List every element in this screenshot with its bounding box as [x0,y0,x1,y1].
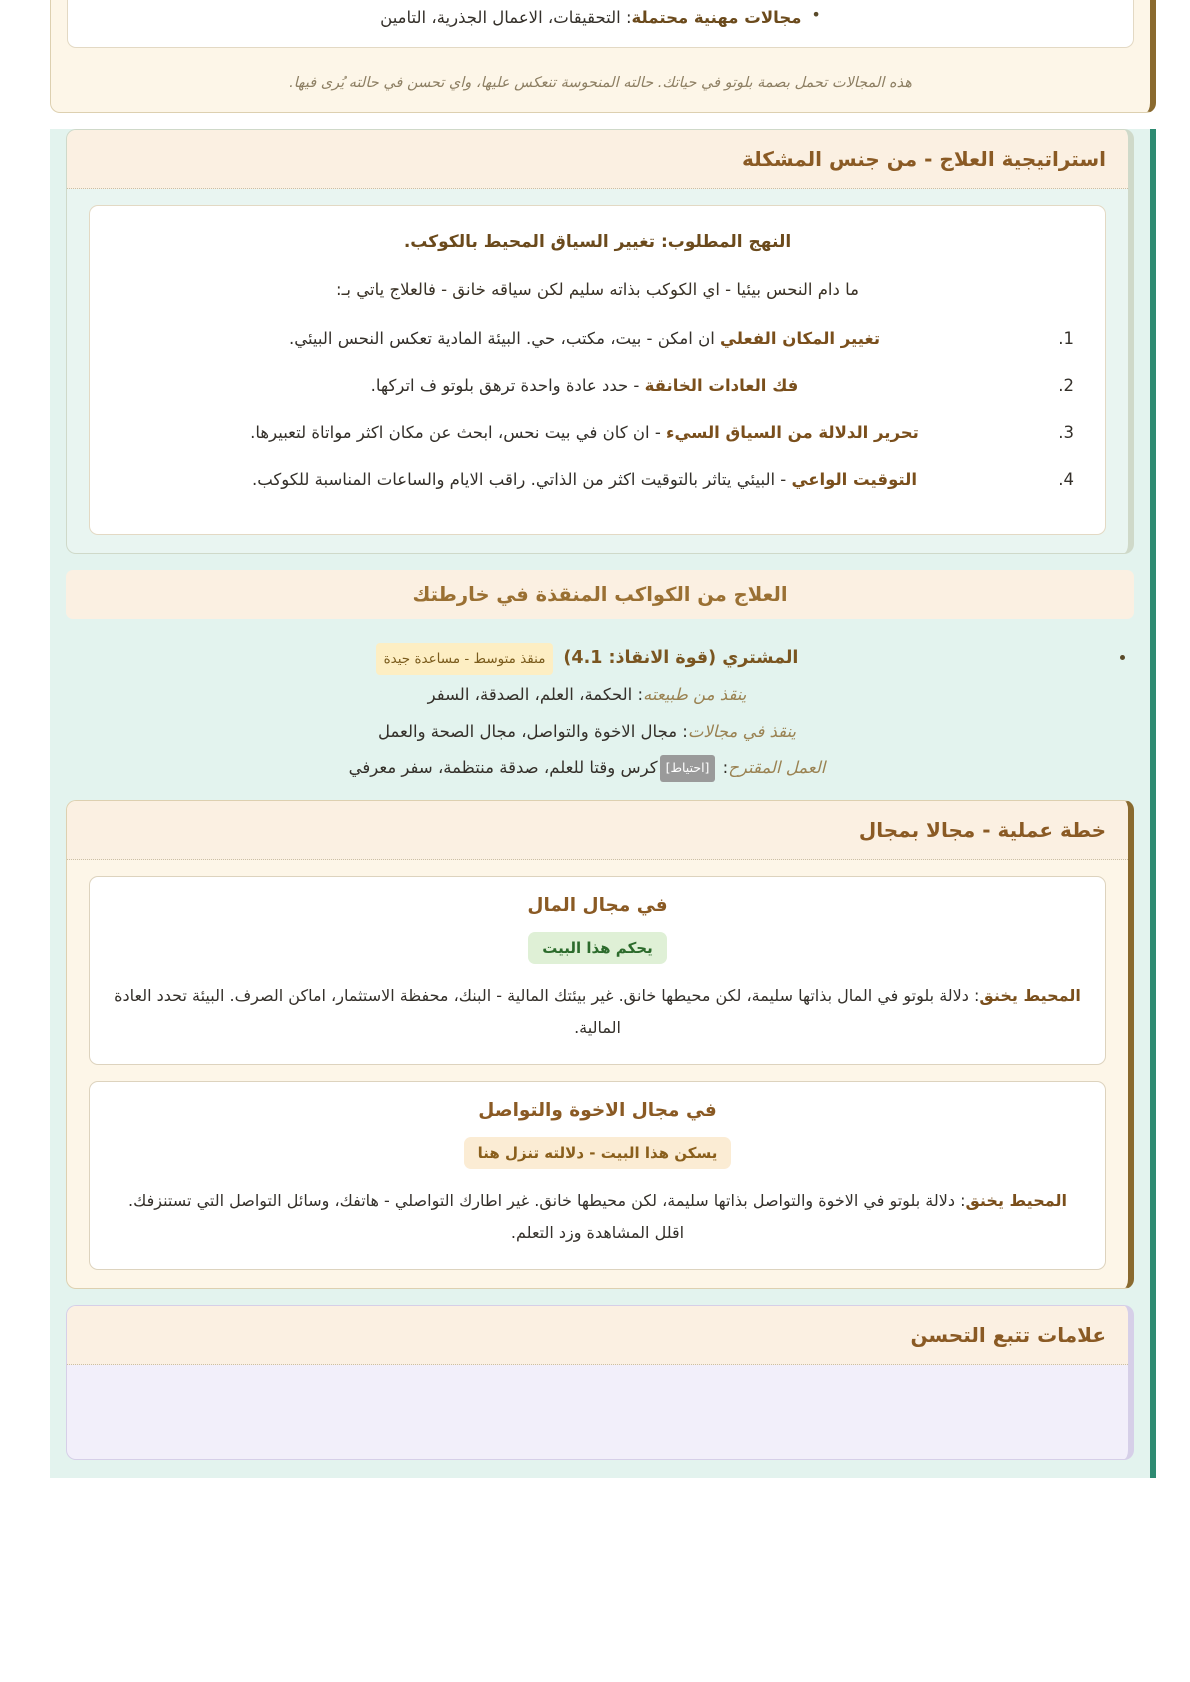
rescue-planets-header [66,570,1134,619]
domain-heading: في مجال الاخوة والتواصل [478,1100,717,1121]
strategy-card [66,129,1134,554]
strategy-intro: ما دام النحس بيئيا - اي الكوكب بذاته سليم لكن سياقه خانق - فالعلاج ياتي بـ: [336,280,859,300]
strategy-step-text: ان امكن - بيت، مكتب، حي. البيئة المادية تعكس النحس البيئي. [288,329,721,349]
rescue-planet-name: المشتري (قوة الانقاذ: 4.1) [563,648,799,669]
progress-markers-header [67,1306,1128,1365]
career-fields-label: مجالات مهنية محتملة [631,8,802,27]
strategy-step-title: تحرير الدلالة من السياق السيء [666,423,919,443]
domain-heading: في مجال المال [527,895,668,916]
domain-description-text: : دلالة بلوتو في الاخوة والتواصل بذاتها سليمة، لكن محيطها خانق. غير اطارك التواصلي - هاتفك، وسائل التواصل التي تستنزفك. اقلل المشاهدة وزد التعلم. [128,1191,966,1242]
career-fields-card-fragment [50,0,1156,113]
domain-status-badge: يحكم هذا البيت [528,932,666,964]
domain-card-money [89,876,1106,1065]
strategy-step-title: تغيير المكان الفعلي [720,329,881,349]
rescue-planet-nature-label: ينقذ من طبيعته [643,685,747,705]
strategy-step-title: التوقيت الواعي [791,470,917,490]
progress-markers-title: علامات تتبع التحسن [910,1323,1106,1347]
rescue-planet-action-tag: [احتياط] [660,755,716,781]
strategy-step [116,463,1053,496]
rescue-planets-section [66,570,1134,784]
rescue-planet-action [66,752,1108,784]
strategy-steps-list [116,322,1079,496]
rescue-planet-domains [66,716,1108,748]
rescue-planet-badge: منقذ متوسط - مساعدة جيدة [376,643,554,675]
domain-description [114,980,1081,1044]
domain-description [114,1185,1081,1249]
rescue-planet-item [66,641,1108,784]
strategy-card-header [67,130,1128,189]
remedy-section-container [50,129,1156,1478]
strategy-step [116,416,1053,449]
career-fields-value: : التحقيقات، الاعمال الجذرية، التامين [380,8,632,27]
career-fields-box [67,0,1134,48]
rescue-planet-domains-value: : مجال الاخوة والتواصل، مجال الصحة والعمل [377,721,688,741]
strategy-step-text: - ان كان في بيت نحس، ابحث عن مكان اكثر مواتاة لتعبيرها. [250,423,667,443]
strategy-approach [116,226,1079,258]
domain-pill-row [114,932,1081,980]
progress-markers-card [66,1305,1134,1460]
progress-markers-body [67,1365,1128,1459]
career-fields-row [94,0,1107,33]
strategy-step-text: - البيئي يتاثر بالتوقيت اكثر من الذاتي. راقب الايام والساعات المناسبة للكوكب. [251,470,792,490]
domain-description-text: : دلالة بلوتو في المال بذاتها سليمة، لكن محيطها خانق. غير بيئتك المالية - البنك، محفظة الاستثمار، اماكن الصرف. البيئة تحدد العادة المالية. [114,986,980,1037]
rescue-planet-domains-label: ينقذ في مجالات [687,721,797,741]
domain-card-siblings [89,1081,1106,1270]
rescue-planet-action-colon: : [717,757,729,777]
strategy-card-title: استراتيجية العلاج - من جنس المشكلة [741,146,1106,171]
strategy-step-text: - حدد عادة واحدة ترهق بلوتو ف اتركها. [370,376,645,396]
domain-pill-row [114,1137,1081,1185]
practical-plan-card [66,800,1134,1289]
career-fields-note: هذه المجالات تحمل بصمة بلوتو في حياتك. حالته المنحوسة تنعكس عليها، واي تحسن في حالته يُرى فيها. [289,75,912,92]
strategy-card-body [89,205,1106,535]
strategy-step [116,369,1053,402]
strategy-step [116,322,1053,355]
domain-description-label: المحيط يخنق [979,986,1081,1005]
strategy-step-title: فك العادات الخانقة [644,376,799,396]
career-fields-line [380,0,801,33]
rescue-planet-header-row [66,641,1108,675]
domain-status-badge: يسكن هذا البيت - دلالته تنزل هنا [464,1137,732,1169]
rescue-planet-action-value: كرس وقتا للعلم، صدقة منتظمة، سفر معرفي [348,757,658,777]
domain-description-label: المحيط يخنق [965,1191,1067,1210]
rescue-planet-action-label: العمل المقترح [728,757,826,777]
rescue-planets-title: العلاج من الكواكب المنقذة في خارطتك [412,583,788,607]
practical-plan-header [67,801,1128,860]
practical-plan-title: خطة عملية - مجالا بمجال [858,818,1106,842]
bullet-icon: • [811,5,821,24]
rescue-planets-list [66,641,1134,784]
rescue-planet-nature-value: : الحكمة، العلم، الصدقة، السفر [427,685,644,705]
strategy-approach-text: النهج المطلوب: تغيير السياق المحيط بالكوكب. [403,231,792,252]
rescue-planet-nature [66,679,1108,711]
